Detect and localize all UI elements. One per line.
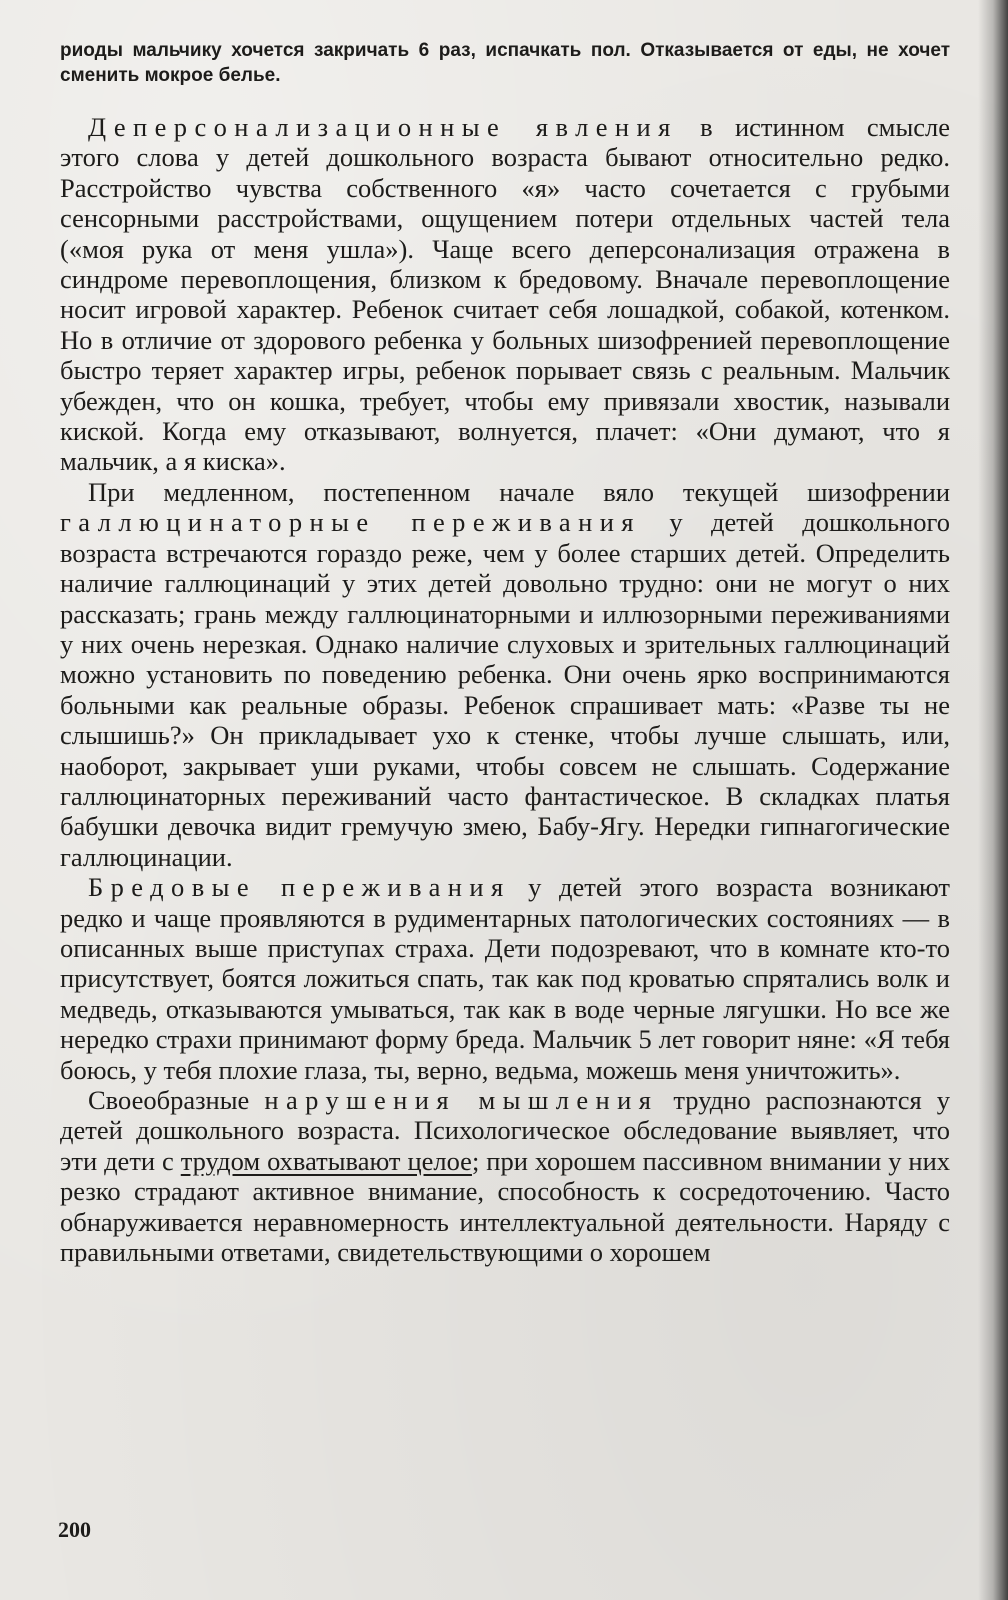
paragraph-thinking-disorders [60, 1085, 950, 1267]
underlined-phrase: трудом охватывают целое [180, 1145, 472, 1176]
paragraph-delusions-text: у детей этого возраста возникают редко и чаще проявляются в рудиментарных патологических состояниях — в описанных выше приступах страха. Дети подозревают, что в комнате кто-то присутствует, боятся ложиться спать, так как под кроватью спрятались волк и медведь, отказываются умываться, так как в воде черные лягушки. Но все же нередко страхи принимают форму бреда. Мальчик 5 лет говорит няне: «Я тебя боюсь, у тебя плохие глаза, ты, верно, ведьма, можешь меня уничтожить». [60, 872, 950, 1085]
term-thinking-disorders: нарушения мышления [264, 1085, 659, 1115]
paragraph-thinking-intro: Своеобразные [88, 1085, 265, 1115]
paragraph-depersonalization [60, 112, 950, 477]
paragraph-thinking-text-1: трудно распознаются у детей дошкольного возраста. Психологическое обследование выявляет, что эти дети с [60, 1085, 950, 1176]
term-delusions: Бредовые переживания [88, 872, 511, 903]
page-number: 200 [58, 1517, 91, 1542]
book-spine-shadow [978, 0, 1008, 1600]
term-depersonalization: Деперсонализационные явления [88, 112, 678, 142]
paragraph-thinking-text-2: ; при хорошем пассивном внимании у них резко страдают активное внимание, способность к сосредоточению. Часто обнаруживается неравномерность интеллектуальной деятельности. Наряду с правильными ответами, свидетельствующими о хорошем [60, 1145, 951, 1268]
term-hallucinations: галлюцинаторные переживания [60, 507, 641, 538]
paragraph-hallucinations-intro: При медленном, постепенном начале вяло текущей шизофрении [88, 476, 950, 507]
paragraph-depersonalization-text: в истинном смысле этого слова у детей дошкольного возраста бывают относительно редко. Расстройство чувства собственного «я» часто сочетается с грубыми сенсорными расстройствами, ощущением потери отдельных частей тела («моя рука от меня ушла»). Чаще всего деперсонализация отражена в синдроме перевоплощения, близком к бредовому. Вначале перевоплощение носит игровой характер. Ребенок считает себя лошадкой, собакой, котенком. Но в отличие от здорового ребенка у больных шизофренией перевоплощение быстро теряет характер игры, ребенок порывает связь с реальным. Мальчик убежден, что он кошка, требует, чтобы ему привязали хвостик, называли киской. Когда ему отказывают, волнуется, плачет: «Они думают, что я мальчик, а я киска». [60, 112, 950, 477]
previous-page-fragment: риоды мальчику хочется закричать 6 раз, испачкать пол. Отказывается от еды, не хочет сменить мокрое белье. [60, 40, 950, 86]
paragraph-hallucinations-text: у детей дошкольного возраста встречаются гораздо реже, чем у более старших детей. Определить наличие галлюцинаций у этих детей довольно трудно: они не могут о них рассказать; грань между галлюцинаторными и иллюзорными переживаниями у них очень нерезкая. Однако наличие слуховых и зрительных галлюцинаций можно установить по поведению ребенка. Они очень ярко воспринимаются больными как реальные образы. Ребенок спрашивает мать: «Разве ты не слышишь?» Он прикладывает ухо к стенке, чтобы лучше слышать, или, наоборот, закрывает уши руками, чтобы совсем не слышать. Содержание галлюцинаторных переживаний часто фантастическое. В складках платья бабушки девочка видит гремучую змею, Бабу-Ягу. Нередки гипнагогические галлюцинации. [60, 507, 950, 872]
paragraph-delusions [60, 872, 950, 1085]
paragraph-hallucinations [60, 477, 950, 872]
page-text-block [60, 38, 950, 1267]
